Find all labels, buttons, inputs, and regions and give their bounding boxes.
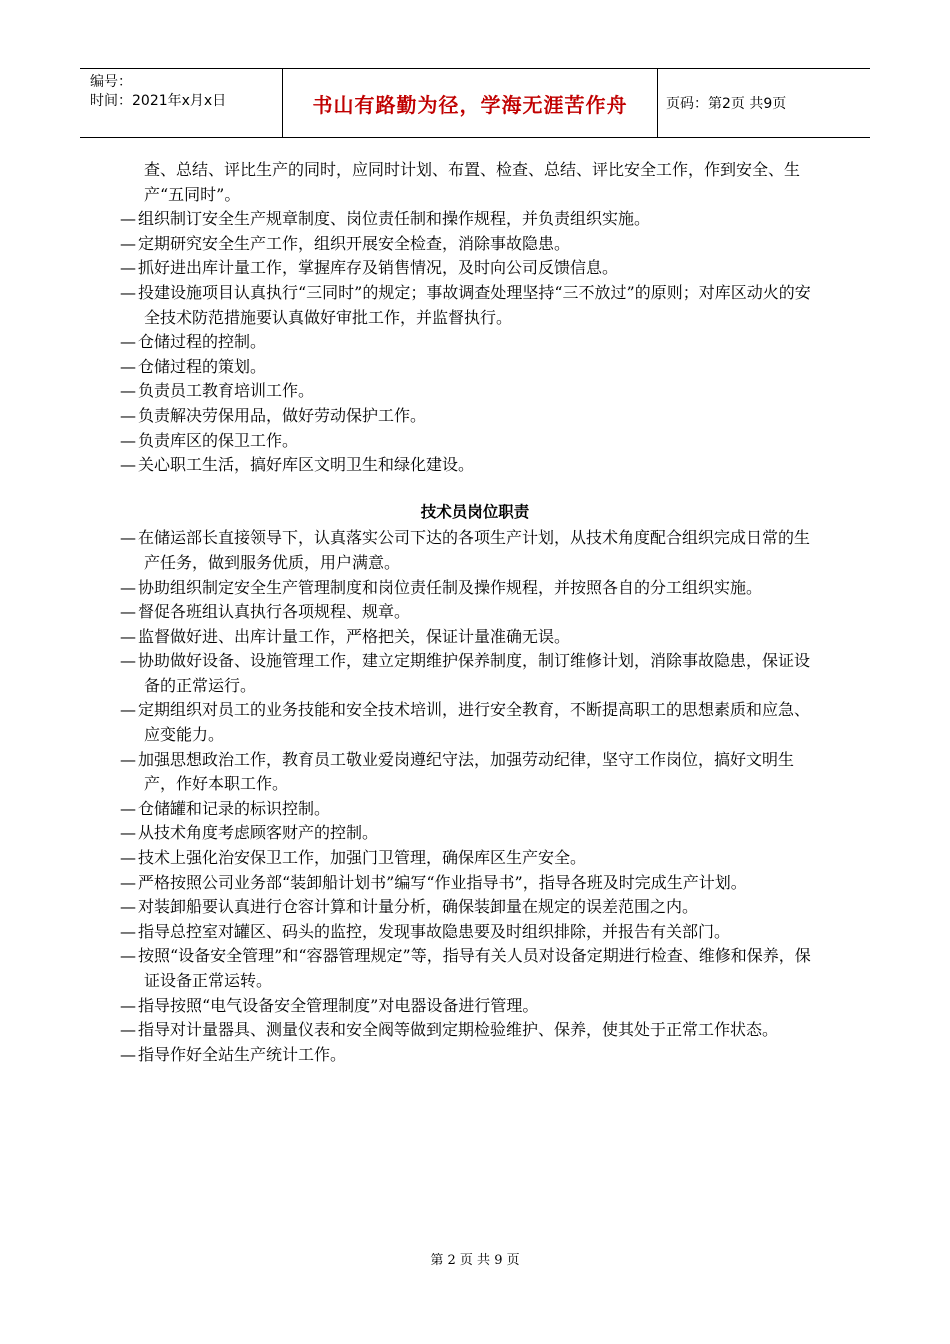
- list-dash: —: [120, 921, 136, 941]
- header-slogan: 书山有路勤为径，学海无涯苦作舟: [283, 69, 658, 137]
- list-item-text: 按照“设备安全管理”和“容器管理规定”等，指导有关人员对设备定期进行检查、维修和保养，保证设备正常运转。: [138, 946, 811, 990]
- list-item: [120, 256, 820, 281]
- list-item-text: 指导总控室对罐区、码头的监控，发现事故隐患要及时组织排除，并报告有关部门。: [138, 921, 731, 941]
- list-item: [120, 600, 820, 625]
- page-header: [80, 68, 870, 138]
- list-dash: —: [120, 872, 136, 892]
- list-dash: —: [120, 405, 136, 425]
- list-dash: —: [120, 577, 136, 597]
- time-label: 时间：2021年x月x日: [90, 93, 227, 109]
- list-item: [120, 748, 820, 797]
- list-item-text: 关心职工生活，搞好库区文明卫生和绿化建设。: [138, 455, 475, 475]
- list-item: [120, 821, 820, 846]
- list-item: [120, 625, 820, 650]
- list-dash: —: [120, 209, 136, 229]
- list-dash: —: [120, 897, 136, 917]
- header-page-code: 页码：第2页 共9页: [666, 96, 787, 112]
- list-item: [120, 846, 820, 871]
- list-dash: —: [120, 258, 136, 278]
- list-dash: —: [120, 332, 136, 352]
- list-item-text: 指导作好全站生产统计工作。: [138, 1044, 347, 1064]
- list-item-text: 监督做好进、出库计量工作，严格把关，保证计量准确无误。: [138, 626, 571, 646]
- list-item-text: 负责员工教育培训工作。: [138, 381, 315, 401]
- list-item-text: 抓好进出库计量工作，掌握库存及销售情况，及时向公司反馈信息。: [138, 258, 619, 278]
- list-item-text: 仓储过程的控制。: [138, 332, 267, 352]
- list-dash: —: [120, 798, 136, 818]
- list-item-text: 负责库区的保卫工作。: [138, 430, 299, 450]
- list-item: [120, 429, 820, 454]
- list-dash: —: [120, 356, 136, 376]
- list-item: [120, 355, 820, 380]
- list-item: [120, 232, 820, 257]
- list-item-text: 技术上强化治安保卫工作，加强门卫管理，确保库区生产安全。: [138, 848, 587, 868]
- list-item: [120, 895, 820, 920]
- list-item: [120, 871, 820, 896]
- list-item-text: 仓储过程的策划。: [138, 356, 267, 376]
- list-dash: —: [120, 995, 136, 1015]
- list-item-text: 指导对计量器具、测量仪表和安全阀等做到定期检验维护、保养，使其处于正常工作状态。: [138, 1020, 779, 1040]
- list-item: [120, 207, 820, 232]
- list-item: [120, 994, 820, 1019]
- list-dash: —: [120, 1044, 136, 1064]
- list-dash: —: [120, 602, 136, 622]
- list-item-text: 投建设施项目认真执行“三同时”的规定；事故调查处理坚持“三不放过”的原则；对库区动火的安全技术防范措施要认真做好审批工作，并监督执行。: [138, 282, 811, 327]
- list-item-text: 加强思想政治工作，教育员工敬业爱岗遵纪守法，加强劳动纪律，坚守工作岗位，搞好文明生产，作好本职工作。: [138, 749, 795, 794]
- section-title: 技术员岗位职责: [420, 502, 530, 521]
- list-item-text: 负责解决劳保用品，做好劳动保护工作。: [138, 405, 427, 425]
- document-body: [120, 158, 820, 1067]
- list-dash: —: [120, 430, 136, 450]
- list-item-text: 指导按照“电气设备安全管理制度”对电器设备进行管理。: [138, 995, 539, 1015]
- list-item-text: 督促各班组认真执行各项规程、规章。: [138, 602, 411, 622]
- list-item-text: 从技术角度考虑顾客财产的控制。: [138, 823, 379, 843]
- list-item-text: 定期组织对员工的业务技能和安全技术培训，进行安全教育，不断提高职工的思想素质和应急、应变能力。: [138, 700, 811, 745]
- list-item: [120, 649, 820, 698]
- list-item: [120, 1043, 820, 1068]
- list-item: [120, 281, 820, 330]
- list-item: [120, 797, 820, 822]
- list-dash: —: [120, 848, 136, 868]
- duty-list-1: [120, 207, 820, 478]
- list-dash: —: [120, 381, 136, 401]
- list-item: [120, 330, 820, 355]
- list-item-text: 仓储罐和记录的标识控制。: [138, 798, 331, 818]
- list-dash: —: [120, 233, 136, 253]
- list-item-text: 组织制订安全生产规章制度、岗位责任制和操作规程，并负责组织实施。: [138, 209, 651, 229]
- list-dash: —: [120, 1020, 136, 1040]
- list-item: [120, 453, 820, 478]
- list-item: [120, 526, 820, 575]
- page-footer: 第 2 页 共 9 页: [430, 1253, 520, 1268]
- list-item-text: 协助做好设备、设施管理工作，建立定期维护保养制度，制订维修计划，消除事故隐患，保证设备的正常运行。: [138, 651, 811, 695]
- list-item-text: 严格按照公司业务部“装卸船计划书”编写“作业指导书”，指导各班及时完成生产计划。: [138, 872, 747, 892]
- list-item: [120, 920, 820, 945]
- list-dash: —: [120, 282, 136, 302]
- code-label: 编号：: [90, 74, 132, 90]
- list-item: [120, 404, 820, 429]
- list-item-text: 在储运部长直接领导下，认真落实公司下达的各项生产计划，从技术角度配合组织完成日常的生产任务，做到服务优质，用户满意。: [138, 528, 811, 572]
- header-meta: [80, 69, 283, 137]
- list-dash: —: [120, 700, 136, 720]
- list-dash: —: [120, 823, 136, 843]
- list-item: [120, 379, 820, 404]
- list-dash: —: [120, 455, 136, 475]
- list-dash: —: [120, 946, 136, 966]
- list-item-text: 定期研究安全生产工作，组织开展安全检查，消除事故隐患。: [138, 233, 571, 253]
- list-item-text: 协助组织制定安全生产管理制度和岗位责任制及操作规程，并按照各自的分工组织实施。: [138, 577, 763, 597]
- list-item: [120, 944, 820, 993]
- list-item: [120, 1018, 820, 1043]
- list-dash: —: [120, 626, 136, 646]
- list-item-text: 对装卸船要认真进行仓容计算和计量分析，确保装卸量在规定的误差范围之内。: [138, 897, 699, 917]
- continuation-paragraph: 查、总结、评比生产的同时，应同时计划、布置、检查、总结、评比安全工作，作到安全、生产“五同时”。: [144, 160, 801, 204]
- list-item: [120, 576, 820, 601]
- list-dash: —: [120, 651, 136, 671]
- duty-list-2: [120, 526, 820, 1067]
- list-dash: —: [120, 528, 136, 548]
- list-item: [120, 698, 820, 747]
- list-dash: —: [120, 749, 136, 769]
